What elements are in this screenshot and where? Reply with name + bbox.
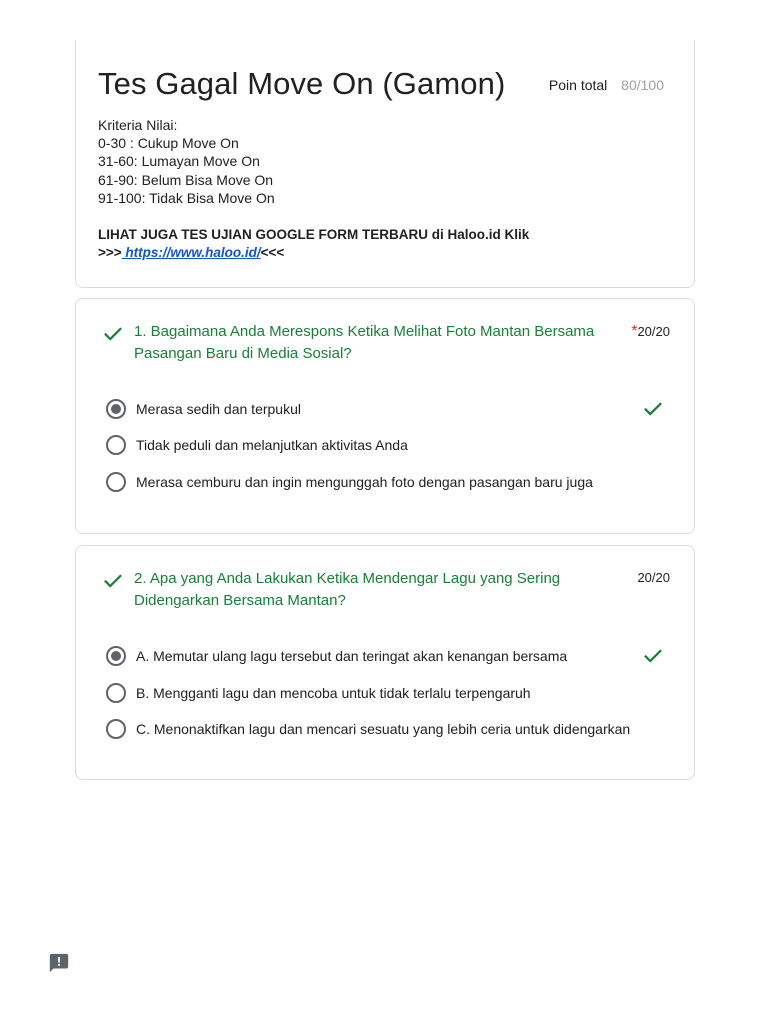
link-prefix: >>>	[98, 245, 122, 260]
option-label: Merasa sedih dan terpukul	[136, 401, 301, 417]
question-card-1	[75, 298, 695, 534]
option-radio[interactable]	[106, 717, 630, 741]
question-title: 1. Bagaimana Anda Merespons Ketika Melihat Foto Mantan Bersama Pasangan Baru di Media Sosial?	[134, 323, 595, 362]
description-line: 0-30 : Cukup Move On	[98, 135, 239, 152]
radio-unselected[interactable]	[106, 435, 126, 455]
option-radio[interactable]	[106, 397, 301, 421]
form-title: Tes Gagal Move On (Gamon)	[98, 66, 506, 101]
check-icon	[102, 323, 124, 345]
question-card-2	[75, 545, 695, 780]
description-line: Kriteria Nilai:	[98, 117, 178, 133]
check-icon	[102, 570, 124, 592]
required-asterisk: *	[631, 323, 638, 340]
radio-selected[interactable]	[106, 399, 126, 419]
question-points	[631, 323, 670, 341]
question-title: 2. Apa yang Anda Lakukan Ketika Mendengar Lagu yang Sering Didengarkan Bersama Mantan?	[134, 570, 561, 609]
description-line: 61-90: Belum Bisa Move On	[98, 171, 274, 188]
report-feedback-icon[interactable]	[48, 952, 70, 974]
check-icon	[642, 645, 664, 667]
total-score-value: 80/100	[621, 77, 664, 93]
check-icon	[642, 398, 664, 420]
points-value: 20/20	[637, 324, 670, 339]
option-radio[interactable]	[106, 470, 593, 494]
option-radio[interactable]	[106, 433, 408, 457]
promo-link-line	[98, 244, 284, 262]
option-label: C. Menonaktifkan lagu dan mencari sesuatu yang lebih ceria untuk didengarkan	[136, 721, 631, 737]
total-score-label: Poin total	[548, 77, 608, 93]
form-description	[98, 116, 275, 207]
total-score	[549, 77, 664, 93]
radio-unselected[interactable]	[106, 719, 126, 739]
form-header-card	[75, 40, 695, 288]
radio-unselected[interactable]	[106, 683, 126, 703]
description-line: 91-100: Tidak Bisa Move On	[98, 189, 275, 206]
description-line: 31-60: Lumayan Move On	[98, 153, 260, 170]
link-suffix: <<<	[260, 245, 285, 260]
promo-text: LIHAT JUGA TES UJIAN GOOGLE FORM TERBARU di Haloo.id Klik	[98, 227, 530, 242]
option-label: B. Mengganti lagu dan mencoba untuk tidak terlalu terpengaruh	[136, 685, 531, 701]
promo-link[interactable]: https://www.haloo.id/	[121, 245, 261, 260]
radio-unselected[interactable]	[106, 472, 126, 492]
option-radio[interactable]	[106, 681, 531, 705]
question-points: 20/20	[637, 570, 670, 585]
option-label: Merasa cemburu dan ingin mengunggah foto dengan pasangan baru juga	[136, 474, 593, 490]
option-label: Tidak peduli dan melanjutkan aktivitas Anda	[136, 437, 408, 453]
option-radio[interactable]	[106, 644, 567, 668]
option-label: A. Memutar ulang lagu tersebut dan teringat akan kenangan bersama	[136, 648, 568, 664]
radio-selected[interactable]	[106, 646, 126, 666]
